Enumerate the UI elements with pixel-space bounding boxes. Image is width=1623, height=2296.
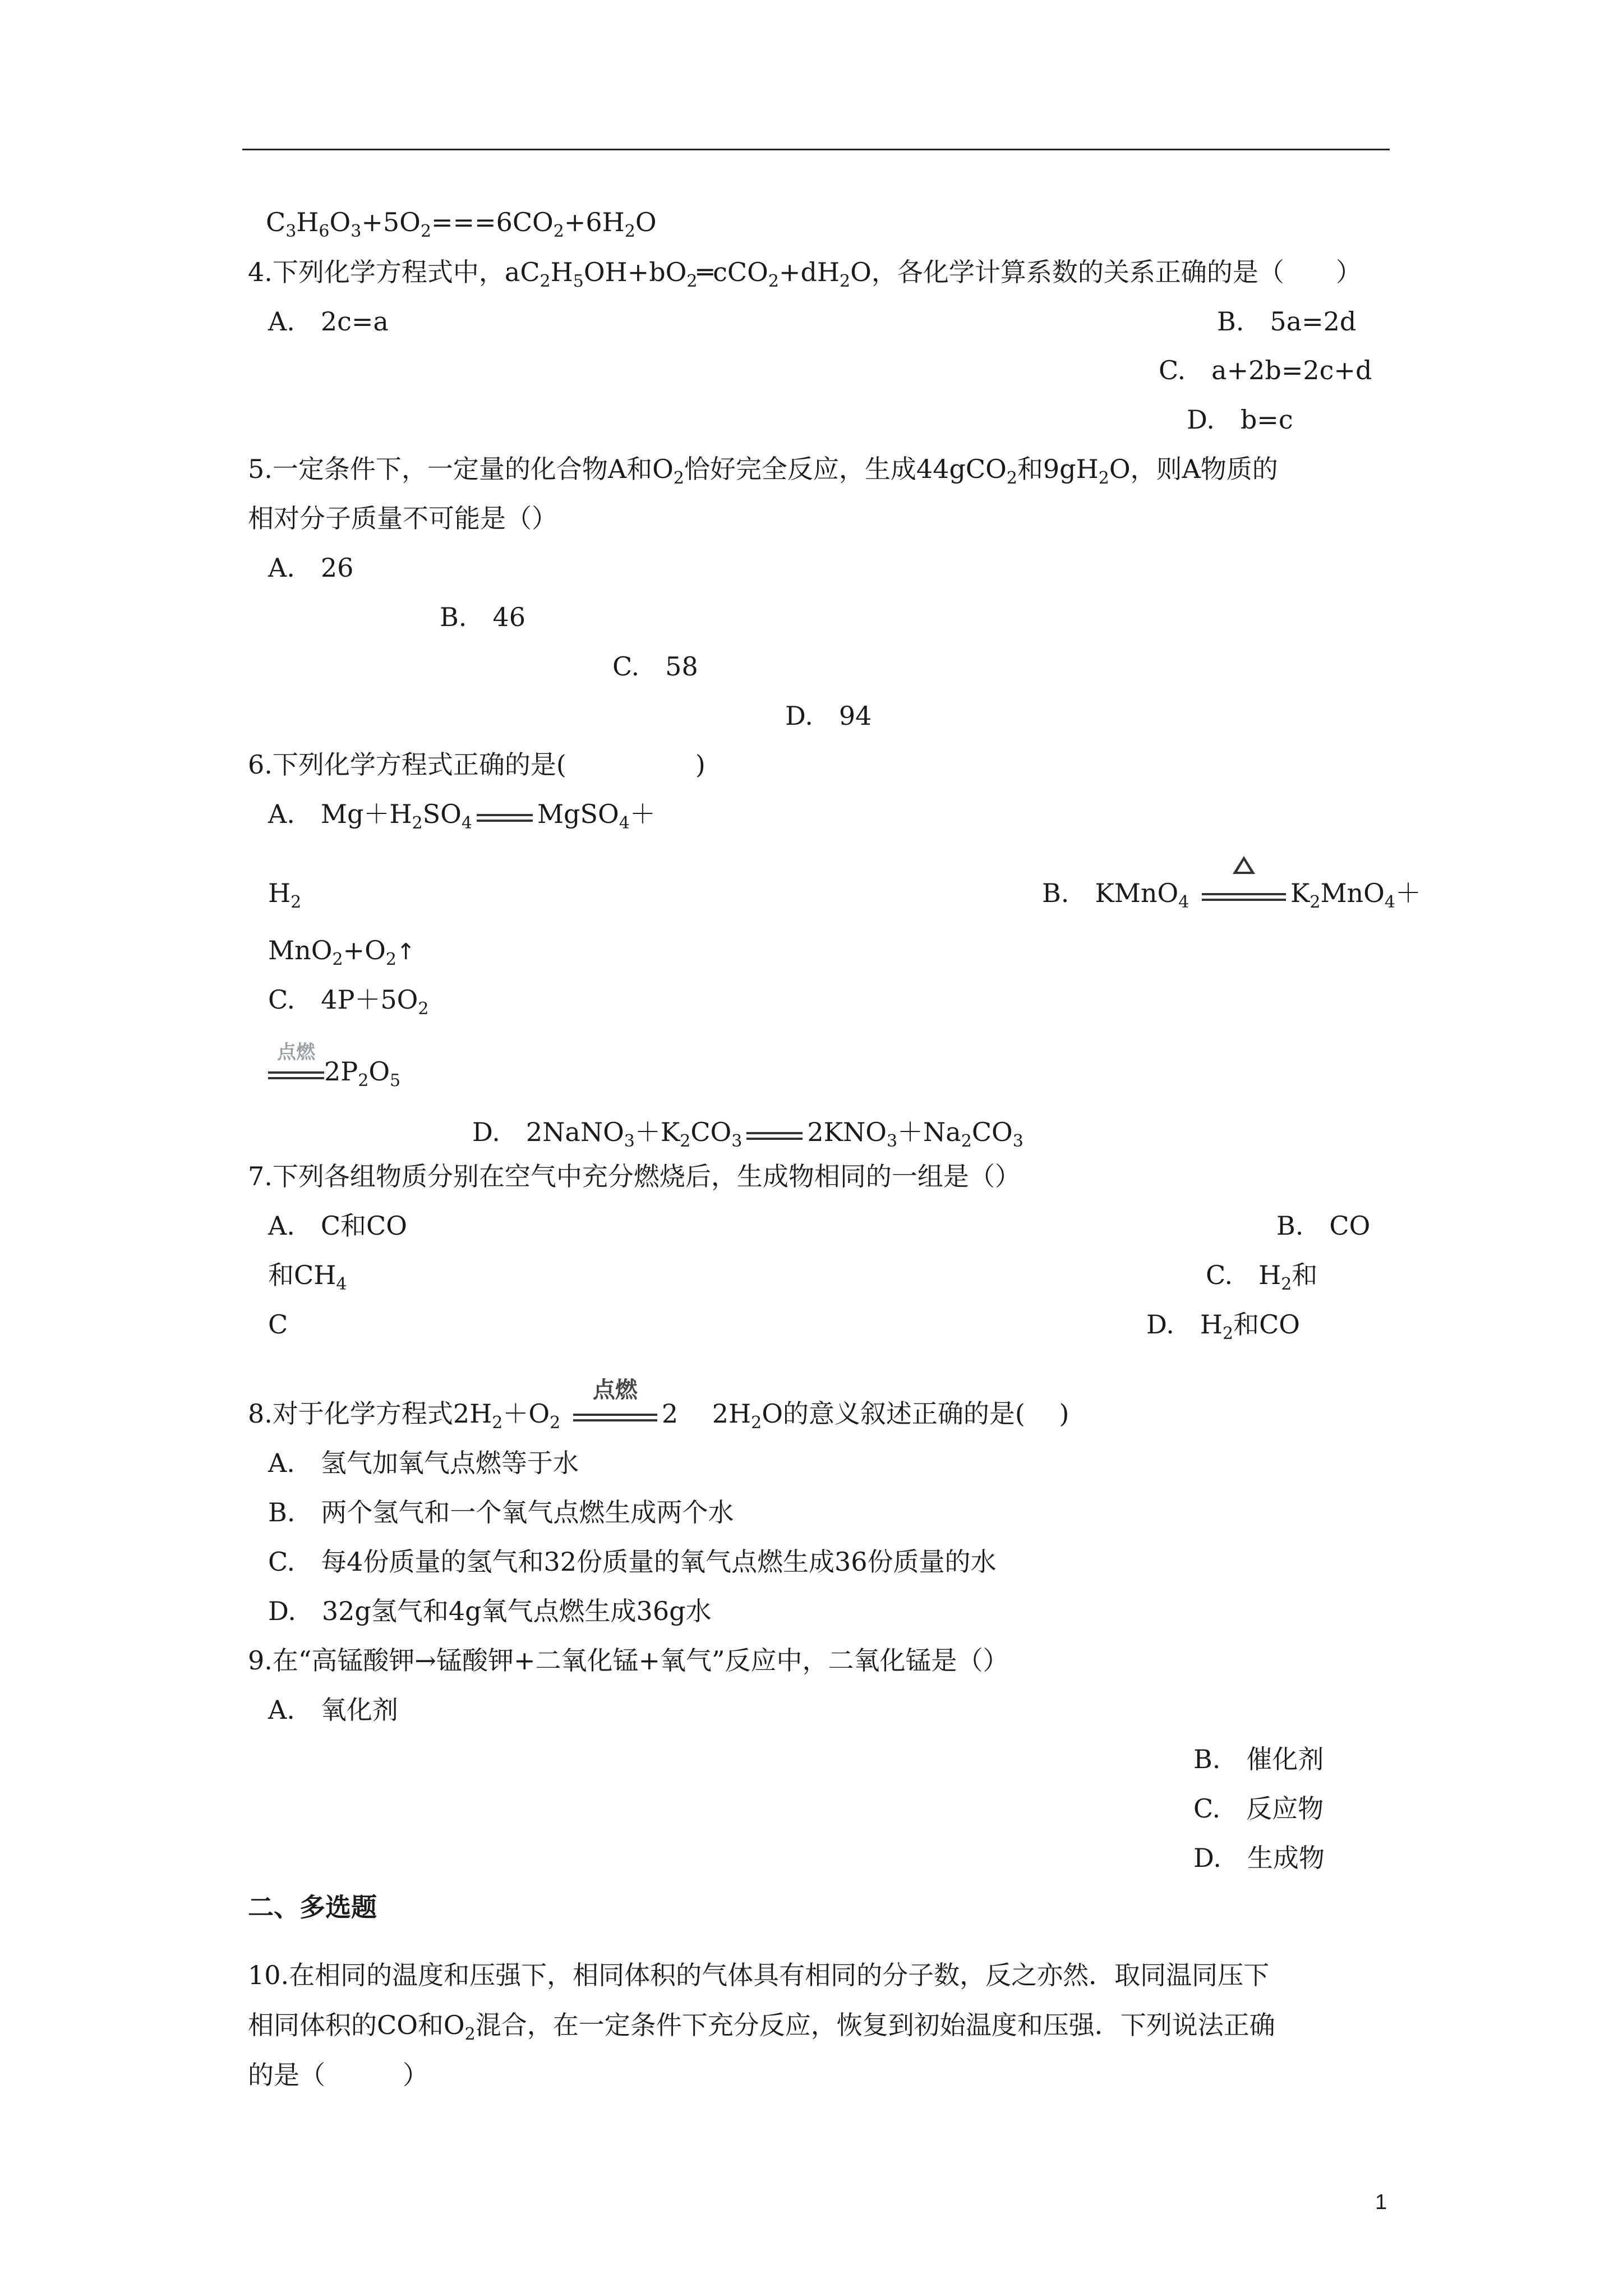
q5-option-b[interactable]: B. 46 bbox=[440, 602, 525, 632]
q8-stem: 8.对于化学方程式$2H_2+O_2$ 点燃 2 $2H_2O$的意义叙述正确的是( ) bbox=[248, 1377, 1069, 1433]
q6-option-b-cont: $MnO_2+O_2↑$ bbox=[268, 935, 416, 969]
heat-condition-equals bbox=[1202, 876, 1286, 910]
equals-sign bbox=[746, 1115, 803, 1149]
q5-option-d[interactable]: D. 94 bbox=[785, 701, 872, 731]
q4-option-c[interactable]: C. a+2b=2c+d bbox=[1159, 355, 1372, 385]
q7-option-b-cont: 和$CH_4$ bbox=[268, 1260, 347, 1294]
heat-triangle-icon bbox=[1233, 856, 1255, 874]
q9-option-c[interactable]: C. 反应物 bbox=[1193, 1793, 1324, 1824]
q6-option-c[interactable]: C. $4P+5O_2$ bbox=[268, 984, 429, 1019]
q10-line2: 相同体积的CO和$O_2$混合，在一定条件下充分反应，恢复到初始温度和压强．下列说法正确 bbox=[248, 2010, 1275, 2044]
q4-option-a[interactable]: A. 2c=a bbox=[268, 306, 389, 337]
page-number: 1 bbox=[1375, 2191, 1387, 2214]
q6-option-c-cont: 点燃 $2P_2O_5$ bbox=[268, 1055, 400, 1088]
gas-up-arrow-icon: ↑ bbox=[396, 939, 416, 965]
q6-option-a-cont: $H_2$ bbox=[268, 878, 302, 912]
ignite-condition-equals: 点燃 bbox=[268, 1055, 324, 1088]
q6-option-d[interactable]: D. $2NaNO_3+K_2CO_3$ $2KNO_3+Na_2CO_3$ bbox=[472, 1115, 1023, 1149]
q6-option-a[interactable]: A. $Mg+H_2SO_4$ MgSO$_4$＋ bbox=[268, 797, 656, 831]
q4-stem: 4.下列化学方程式中，$aC_2H_5OH+bO_2═cCO_2+dH_2O$，各化学计算系数的关系正确的是（ ） bbox=[248, 257, 1362, 291]
equals-sign bbox=[477, 797, 533, 831]
equation-line: $C_3H_6O_3+5O_2===6CO_2+6H_2O$ bbox=[266, 207, 657, 241]
q4-option-d[interactable]: D. b=c bbox=[1187, 404, 1293, 435]
ignite-condition-equals: 点燃 bbox=[573, 1397, 657, 1430]
q8-option-b[interactable]: B. 两个氢气和一个氧气点燃生成两个水 bbox=[268, 1497, 734, 1527]
q8-option-d[interactable]: D. 32g氢气和4g氧气点燃生成36g水 bbox=[268, 1596, 712, 1626]
q7-option-a[interactable]: A. C和CO bbox=[268, 1211, 407, 1241]
section-title: 二、多选题 bbox=[248, 1892, 377, 1922]
q9-option-d[interactable]: D. 生成物 bbox=[1193, 1843, 1325, 1873]
q4-option-b[interactable]: B. 5a=2d bbox=[1217, 306, 1357, 337]
header-rule bbox=[242, 149, 1390, 150]
q7-option-c-cont: C bbox=[268, 1309, 288, 1340]
q7-option-b[interactable]: B. CO bbox=[1276, 1211, 1371, 1241]
q10-line3: 的是（ ） bbox=[248, 2060, 428, 2090]
q8-option-a[interactable]: A. 氢气加氧气点燃等于水 bbox=[268, 1448, 579, 1478]
q5-stem-line2: 相对分子质量不可能是（） bbox=[248, 503, 557, 533]
q9-option-a[interactable]: A. 氧化剂 bbox=[268, 1695, 398, 1725]
q5-stem-line1: 5.一定条件下，一定量的化合物A和$O_2$恰好完全反应，生成44gCO$_2$和$9gH_2O$，则A物质的 bbox=[248, 454, 1278, 488]
q7-stem: 7.下列各组物质分别在空气中充分燃烧后，生成物相同的一组是（） bbox=[248, 1161, 1021, 1191]
q5-option-a[interactable]: A. 26 bbox=[268, 553, 354, 583]
q5-option-c[interactable]: C. 58 bbox=[612, 651, 698, 682]
q9-option-b[interactable]: B. 催化剂 bbox=[1193, 1744, 1324, 1774]
q6-stem: 6.下列化学方程式正确的是( ) bbox=[248, 749, 706, 780]
q7-option-d[interactable]: D. $H_2$和CO bbox=[1146, 1309, 1300, 1343]
q10-line1: 10.在相同的温度和压强下，相同体积的气体具有相同的分子数，反之亦然．取同温同压下 bbox=[248, 1960, 1270, 1990]
q6-option-b[interactable]: B. KMnO$_4$ $K_2MnO_4+$ bbox=[1042, 876, 1421, 910]
q7-option-c[interactable]: C. $H_2$和 bbox=[1206, 1260, 1318, 1294]
q8-option-c[interactable]: C. 每4份质量的氢气和32份质量的氧气点燃生成36份质量的水 bbox=[268, 1547, 997, 1577]
q9-stem: 9.在“高锰酸钾→锰酸钾+二氧化锰+氧气”反应中，二氧化锰是（） bbox=[248, 1645, 1009, 1676]
